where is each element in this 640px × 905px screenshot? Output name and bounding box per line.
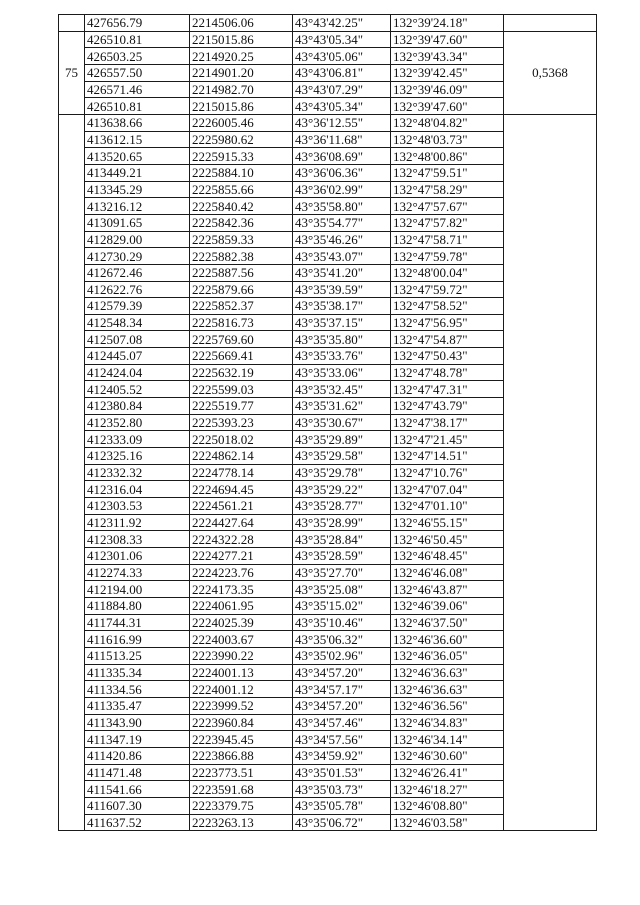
- longitude-cell: 132°46'26.41": [391, 764, 504, 781]
- x-coordinate-cell: 412333.09: [85, 431, 190, 448]
- longitude-cell: 132°46'18.27": [391, 781, 504, 798]
- y-coordinate-cell: 2224001.12: [190, 681, 293, 698]
- area-cell: [504, 15, 597, 32]
- longitude-cell: 132°46'03.58": [391, 814, 504, 831]
- latitude-cell: 43°36'06.36": [293, 164, 391, 181]
- latitude-cell: 43°35'28.84": [293, 531, 391, 548]
- latitude-cell: 43°35'03.73": [293, 781, 391, 798]
- longitude-cell: 132°46'34.14": [391, 731, 504, 748]
- x-coordinate-cell: 412579.39: [85, 298, 190, 315]
- latitude-cell: 43°35'41.20": [293, 264, 391, 281]
- x-coordinate-cell: 413345.29: [85, 181, 190, 198]
- y-coordinate-cell: 2225882.38: [190, 248, 293, 265]
- latitude-cell: 43°35'28.77": [293, 498, 391, 515]
- plot-number-cell: [59, 114, 85, 830]
- longitude-cell: 132°47'57.67": [391, 198, 504, 215]
- longitude-cell: 132°47'57.82": [391, 214, 504, 231]
- y-coordinate-cell: 2224778.14: [190, 464, 293, 481]
- longitude-cell: 132°39'46.09": [391, 81, 504, 98]
- latitude-cell: 43°36'08.69": [293, 148, 391, 165]
- longitude-cell: 132°46'37.50": [391, 614, 504, 631]
- y-coordinate-cell: 2224003.67: [190, 631, 293, 648]
- longitude-cell: 132°46'48.45": [391, 548, 504, 565]
- x-coordinate-cell: 412308.33: [85, 531, 190, 548]
- y-coordinate-cell: 2223773.51: [190, 764, 293, 781]
- longitude-cell: 132°46'46.08": [391, 564, 504, 581]
- y-coordinate-cell: 2225840.42: [190, 198, 293, 215]
- longitude-cell: 132°46'36.05": [391, 647, 504, 664]
- document-page: [58, 14, 596, 831]
- latitude-cell: 43°35'15.02": [293, 597, 391, 614]
- latitude-cell: 43°35'39.59": [293, 281, 391, 298]
- y-coordinate-cell: 2223990.22: [190, 647, 293, 664]
- longitude-cell: 132°47'43.79": [391, 398, 504, 415]
- y-coordinate-cell: 2225884.10: [190, 164, 293, 181]
- longitude-cell: 132°48'03.73": [391, 131, 504, 148]
- latitude-cell: 43°35'38.17": [293, 298, 391, 315]
- longitude-cell: 132°39'42.45": [391, 64, 504, 81]
- longitude-cell: 132°47'54.87": [391, 331, 504, 348]
- area-cell: 0,5368: [504, 31, 597, 114]
- longitude-cell: 132°46'50.45": [391, 531, 504, 548]
- x-coordinate-cell: 411541.66: [85, 781, 190, 798]
- latitude-cell: 43°35'37.15": [293, 314, 391, 331]
- longitude-cell: 132°47'47.31": [391, 381, 504, 398]
- x-coordinate-cell: 412332.32: [85, 464, 190, 481]
- longitude-cell: 132°47'59.72": [391, 281, 504, 298]
- longitude-cell: 132°39'47.60": [391, 98, 504, 115]
- latitude-cell: 43°35'54.77": [293, 214, 391, 231]
- y-coordinate-cell: 2225879.66: [190, 281, 293, 298]
- area-cell: [504, 114, 597, 830]
- latitude-cell: 43°35'27.70": [293, 564, 391, 581]
- y-coordinate-cell: 2215015.86: [190, 31, 293, 48]
- longitude-cell: 132°47'01.10": [391, 498, 504, 515]
- y-coordinate-cell: 2224061.95: [190, 597, 293, 614]
- latitude-cell: 43°35'29.89": [293, 431, 391, 448]
- latitude-cell: 43°34'57.46": [293, 714, 391, 731]
- longitude-cell: 132°47'59.78": [391, 248, 504, 265]
- longitude-cell: 132°39'47.60": [391, 31, 504, 48]
- latitude-cell: 43°35'06.72": [293, 814, 391, 831]
- x-coordinate-cell: 412548.34: [85, 314, 190, 331]
- y-coordinate-cell: 2225859.33: [190, 231, 293, 248]
- y-coordinate-cell: 2223945.45: [190, 731, 293, 748]
- x-coordinate-cell: 413638.66: [85, 114, 190, 131]
- latitude-cell: 43°35'30.67": [293, 414, 391, 431]
- y-coordinate-cell: 2225887.56: [190, 264, 293, 281]
- latitude-cell: 43°35'31.62": [293, 398, 391, 415]
- latitude-cell: 43°35'10.46": [293, 614, 391, 631]
- y-coordinate-cell: 2225519.77: [190, 398, 293, 415]
- latitude-cell: 43°35'28.99": [293, 514, 391, 531]
- longitude-cell: 132°48'00.04": [391, 264, 504, 281]
- latitude-cell: 43°34'57.56": [293, 731, 391, 748]
- x-coordinate-cell: 412194.00: [85, 581, 190, 598]
- latitude-cell: 43°43'05.06": [293, 48, 391, 65]
- latitude-cell: 43°43'06.81": [293, 64, 391, 81]
- latitude-cell: 43°35'01.53": [293, 764, 391, 781]
- x-coordinate-cell: 413449.21: [85, 164, 190, 181]
- latitude-cell: 43°35'43.07": [293, 248, 391, 265]
- x-coordinate-cell: 412672.46: [85, 264, 190, 281]
- y-coordinate-cell: 2223866.88: [190, 747, 293, 764]
- y-coordinate-cell: 2225632.19: [190, 364, 293, 381]
- y-coordinate-cell: 2224694.45: [190, 481, 293, 498]
- table-row: [59, 15, 597, 32]
- table-row: [59, 114, 597, 131]
- x-coordinate-cell: 426510.81: [85, 98, 190, 115]
- longitude-cell: 132°47'48.78": [391, 364, 504, 381]
- x-coordinate-cell: 413612.15: [85, 131, 190, 148]
- x-coordinate-cell: 426510.81: [85, 31, 190, 48]
- coordinates-table: [58, 14, 597, 831]
- latitude-cell: 43°36'12.55": [293, 114, 391, 131]
- y-coordinate-cell: 2223379.75: [190, 797, 293, 814]
- longitude-cell: 132°46'55.15": [391, 514, 504, 531]
- y-coordinate-cell: 2225599.03: [190, 381, 293, 398]
- y-coordinate-cell: 2224025.39: [190, 614, 293, 631]
- x-coordinate-cell: 412445.07: [85, 348, 190, 365]
- x-coordinate-cell: 411637.52: [85, 814, 190, 831]
- longitude-cell: 132°46'36.56": [391, 697, 504, 714]
- y-coordinate-cell: 2225980.62: [190, 131, 293, 148]
- latitude-cell: 43°35'25.08": [293, 581, 391, 598]
- x-coordinate-cell: 411884.80: [85, 597, 190, 614]
- x-coordinate-cell: 413091.65: [85, 214, 190, 231]
- x-coordinate-cell: 411343.90: [85, 714, 190, 731]
- latitude-cell: 43°35'33.76": [293, 348, 391, 365]
- y-coordinate-cell: 2224223.76: [190, 564, 293, 581]
- x-coordinate-cell: 411744.31: [85, 614, 190, 631]
- plot-number-cell: [59, 15, 85, 32]
- table-row: [59, 31, 597, 48]
- longitude-cell: 132°47'56.95": [391, 314, 504, 331]
- x-coordinate-cell: 412301.06: [85, 548, 190, 565]
- latitude-cell: 43°35'58.80": [293, 198, 391, 215]
- longitude-cell: 132°47'14.51": [391, 448, 504, 465]
- longitude-cell: 132°47'10.76": [391, 464, 504, 481]
- latitude-cell: 43°35'46.26": [293, 231, 391, 248]
- longitude-cell: 132°46'43.87": [391, 581, 504, 598]
- longitude-cell: 132°47'58.71": [391, 231, 504, 248]
- x-coordinate-cell: 413216.12: [85, 198, 190, 215]
- y-coordinate-cell: 2223591.68: [190, 781, 293, 798]
- longitude-cell: 132°46'34.83": [391, 714, 504, 731]
- longitude-cell: 132°46'36.63": [391, 664, 504, 681]
- y-coordinate-cell: 2223960.84: [190, 714, 293, 731]
- x-coordinate-cell: 412405.52: [85, 381, 190, 398]
- longitude-cell: 132°46'39.06": [391, 597, 504, 614]
- x-coordinate-cell: 413520.65: [85, 148, 190, 165]
- y-coordinate-cell: 2226005.46: [190, 114, 293, 131]
- y-coordinate-cell: 2225852.37: [190, 298, 293, 315]
- latitude-cell: 43°36'11.68": [293, 131, 391, 148]
- y-coordinate-cell: 2225393.23: [190, 414, 293, 431]
- y-coordinate-cell: 2215015.86: [190, 98, 293, 115]
- latitude-cell: 43°34'57.20": [293, 697, 391, 714]
- longitude-cell: 132°47'50.43": [391, 348, 504, 365]
- x-coordinate-cell: 412622.76: [85, 281, 190, 298]
- y-coordinate-cell: 2224427.64: [190, 514, 293, 531]
- longitude-cell: 132°39'24.18": [391, 15, 504, 32]
- x-coordinate-cell: 412424.04: [85, 364, 190, 381]
- x-coordinate-cell: 411513.25: [85, 647, 190, 664]
- y-coordinate-cell: 2225816.73: [190, 314, 293, 331]
- x-coordinate-cell: 412316.04: [85, 481, 190, 498]
- latitude-cell: 43°35'06.32": [293, 631, 391, 648]
- latitude-cell: 43°43'05.34": [293, 98, 391, 115]
- latitude-cell: 43°35'29.58": [293, 448, 391, 465]
- y-coordinate-cell: 2225855.66: [190, 181, 293, 198]
- latitude-cell: 43°43'07.29": [293, 81, 391, 98]
- x-coordinate-cell: 411347.19: [85, 731, 190, 748]
- y-coordinate-cell: 2225915.33: [190, 148, 293, 165]
- latitude-cell: 43°35'35.80": [293, 331, 391, 348]
- x-coordinate-cell: 426571.46: [85, 81, 190, 98]
- x-coordinate-cell: 412380.84: [85, 398, 190, 415]
- longitude-cell: 132°47'58.52": [391, 298, 504, 315]
- x-coordinate-cell: 412303.53: [85, 498, 190, 515]
- x-coordinate-cell: 411335.47: [85, 697, 190, 714]
- longitude-cell: 132°47'21.45": [391, 431, 504, 448]
- latitude-cell: 43°34'57.20": [293, 664, 391, 681]
- x-coordinate-cell: 427656.79: [85, 15, 190, 32]
- x-coordinate-cell: 412829.00: [85, 231, 190, 248]
- y-coordinate-cell: 2224561.21: [190, 498, 293, 515]
- latitude-cell: 43°35'02.96": [293, 647, 391, 664]
- x-coordinate-cell: 412730.29: [85, 248, 190, 265]
- y-coordinate-cell: 2225842.36: [190, 214, 293, 231]
- x-coordinate-cell: 426557.50: [85, 64, 190, 81]
- latitude-cell: 43°36'02.99": [293, 181, 391, 198]
- plot-number-cell: 75: [59, 31, 85, 114]
- latitude-cell: 43°35'28.59": [293, 548, 391, 565]
- latitude-cell: 43°43'05.34": [293, 31, 391, 48]
- longitude-cell: 132°48'00.86": [391, 148, 504, 165]
- y-coordinate-cell: 2223999.52: [190, 697, 293, 714]
- longitude-cell: 132°47'38.17": [391, 414, 504, 431]
- x-coordinate-cell: 412311.92: [85, 514, 190, 531]
- x-coordinate-cell: 411616.99: [85, 631, 190, 648]
- latitude-cell: 43°35'05.78": [293, 797, 391, 814]
- y-coordinate-cell: 2224001.13: [190, 664, 293, 681]
- x-coordinate-cell: 411471.48: [85, 764, 190, 781]
- longitude-cell: 132°39'43.34": [391, 48, 504, 65]
- longitude-cell: 132°47'58.29": [391, 181, 504, 198]
- y-coordinate-cell: 2225769.60: [190, 331, 293, 348]
- x-coordinate-cell: 412325.16: [85, 448, 190, 465]
- longitude-cell: 132°46'08.80": [391, 797, 504, 814]
- longitude-cell: 132°48'04.82": [391, 114, 504, 131]
- y-coordinate-cell: 2214920.25: [190, 48, 293, 65]
- x-coordinate-cell: 426503.25: [85, 48, 190, 65]
- latitude-cell: 43°34'59.92": [293, 747, 391, 764]
- latitude-cell: 43°35'33.06": [293, 364, 391, 381]
- x-coordinate-cell: 411334.56: [85, 681, 190, 698]
- latitude-cell: 43°34'57.17": [293, 681, 391, 698]
- x-coordinate-cell: 411335.34: [85, 664, 190, 681]
- longitude-cell: 132°47'07.04": [391, 481, 504, 498]
- longitude-cell: 132°46'30.60": [391, 747, 504, 764]
- y-coordinate-cell: 2224322.28: [190, 531, 293, 548]
- y-coordinate-cell: 2214506.06: [190, 15, 293, 32]
- y-coordinate-cell: 2225669.41: [190, 348, 293, 365]
- latitude-cell: 43°35'29.22": [293, 481, 391, 498]
- y-coordinate-cell: 2223263.13: [190, 814, 293, 831]
- y-coordinate-cell: 2224277.21: [190, 548, 293, 565]
- y-coordinate-cell: 2224173.35: [190, 581, 293, 598]
- x-coordinate-cell: 411420.86: [85, 747, 190, 764]
- latitude-cell: 43°35'29.78": [293, 464, 391, 481]
- latitude-cell: 43°43'42.25": [293, 15, 391, 32]
- longitude-cell: 132°46'36.60": [391, 631, 504, 648]
- x-coordinate-cell: 411607.30: [85, 797, 190, 814]
- longitude-cell: 132°46'36.63": [391, 681, 504, 698]
- y-coordinate-cell: 2225018.02: [190, 431, 293, 448]
- y-coordinate-cell: 2214982.70: [190, 81, 293, 98]
- x-coordinate-cell: 412274.33: [85, 564, 190, 581]
- coordinates-table-body: [59, 15, 597, 831]
- x-coordinate-cell: 412352.80: [85, 414, 190, 431]
- y-coordinate-cell: 2224862.14: [190, 448, 293, 465]
- y-coordinate-cell: 2214901.20: [190, 64, 293, 81]
- x-coordinate-cell: 412507.08: [85, 331, 190, 348]
- longitude-cell: 132°47'59.51": [391, 164, 504, 181]
- latitude-cell: 43°35'32.45": [293, 381, 391, 398]
